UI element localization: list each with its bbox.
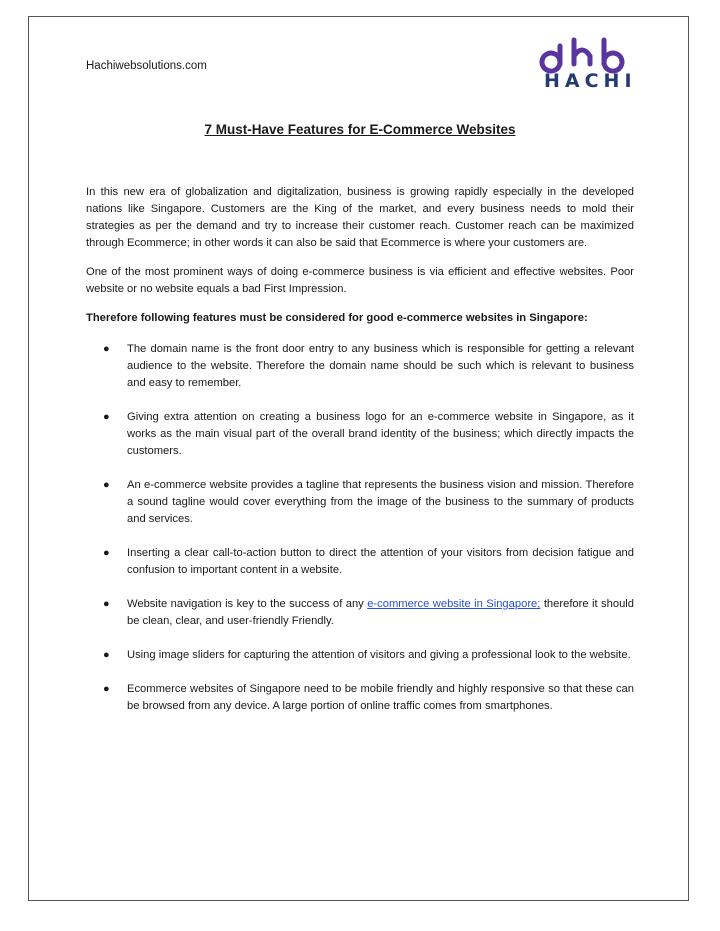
site-name: Hachiwebsolutions.com	[86, 60, 207, 72]
bullet-icon: ●	[103, 649, 110, 661]
paragraph-intro: In this new era of globalization and digitalization, business is growing rapidly especially in the developed nations like Singapore. Customers are the King of the market, and every business needs to mold their strategies as per the demand and try to increase their customer reach. Customer reach can be maximized through Ecommerce; in other words it can also be said that Ecommerce is where your customers are.	[86, 186, 634, 249]
bullet-icon: ●	[103, 411, 110, 423]
feature-list	[86, 341, 634, 715]
list-item-text: Ecommerce websites of Singapore need to be mobile friendly and highly responsive so that these can be browsed from any device. A large portion of online traffic comes from smartphones.	[127, 683, 634, 712]
logo-wordmark: HACHI	[544, 70, 637, 92]
list-item-text: Using image sliders for capturing the attention of visitors and giving a professional look to the website.	[127, 649, 631, 661]
bullet-icon: ●	[103, 547, 110, 559]
bullet-icon: ●	[103, 683, 110, 695]
list-item	[86, 647, 634, 664]
list-item	[86, 409, 634, 460]
features-heading: Therefore following features must be considered for good e-commerce websites in Singapore:	[86, 312, 588, 324]
list-item	[86, 596, 634, 630]
list-item	[86, 545, 634, 579]
ecommerce-singapore-link[interactable]: e-commerce website in Singapore;	[367, 598, 541, 610]
list-item-text: The domain name is the front door entry to any business which is responsible for getting a relevant audience to the website. Therefore the domain name should be such which is relevant to business and easy to remember.	[127, 343, 634, 389]
list-item-text: Giving extra attention on creating a business logo for an e-commerce website in Singapore, as it works as the main visual part of the overall brand identity of the business; which directly impacts the customers.	[127, 411, 634, 457]
list-item-text: An e-commerce website provides a tagline that represents the business vision and mission. Therefore a sound tagline would cover everything from the image of the business to the summary of products and services.	[127, 479, 634, 525]
paragraph-websites: One of the most prominent ways of doing e-commerce business is via efficient and effective websites. Poor website or no website equals a bad First Impression.	[86, 266, 634, 295]
bullet-icon: ●	[103, 598, 110, 610]
document-title: 7 Must-Have Features for E-Commerce Websites	[204, 122, 516, 137]
list-item	[86, 477, 634, 528]
list-item-text-before: Website navigation is key to the success of any	[127, 598, 368, 610]
list-item	[86, 681, 634, 715]
bullet-icon: ●	[103, 343, 110, 355]
list-item	[86, 341, 634, 392]
list-item-text: Inserting a clear call-to-action button to direct the attention of your visitors from decision fatigue and confusion to important content in a website.	[127, 547, 634, 576]
list-item-text-after: therefore it should be clean, clear, and user-friendly Friendly.	[127, 598, 635, 627]
bullet-icon: ●	[103, 479, 110, 491]
document-body	[86, 184, 634, 732]
